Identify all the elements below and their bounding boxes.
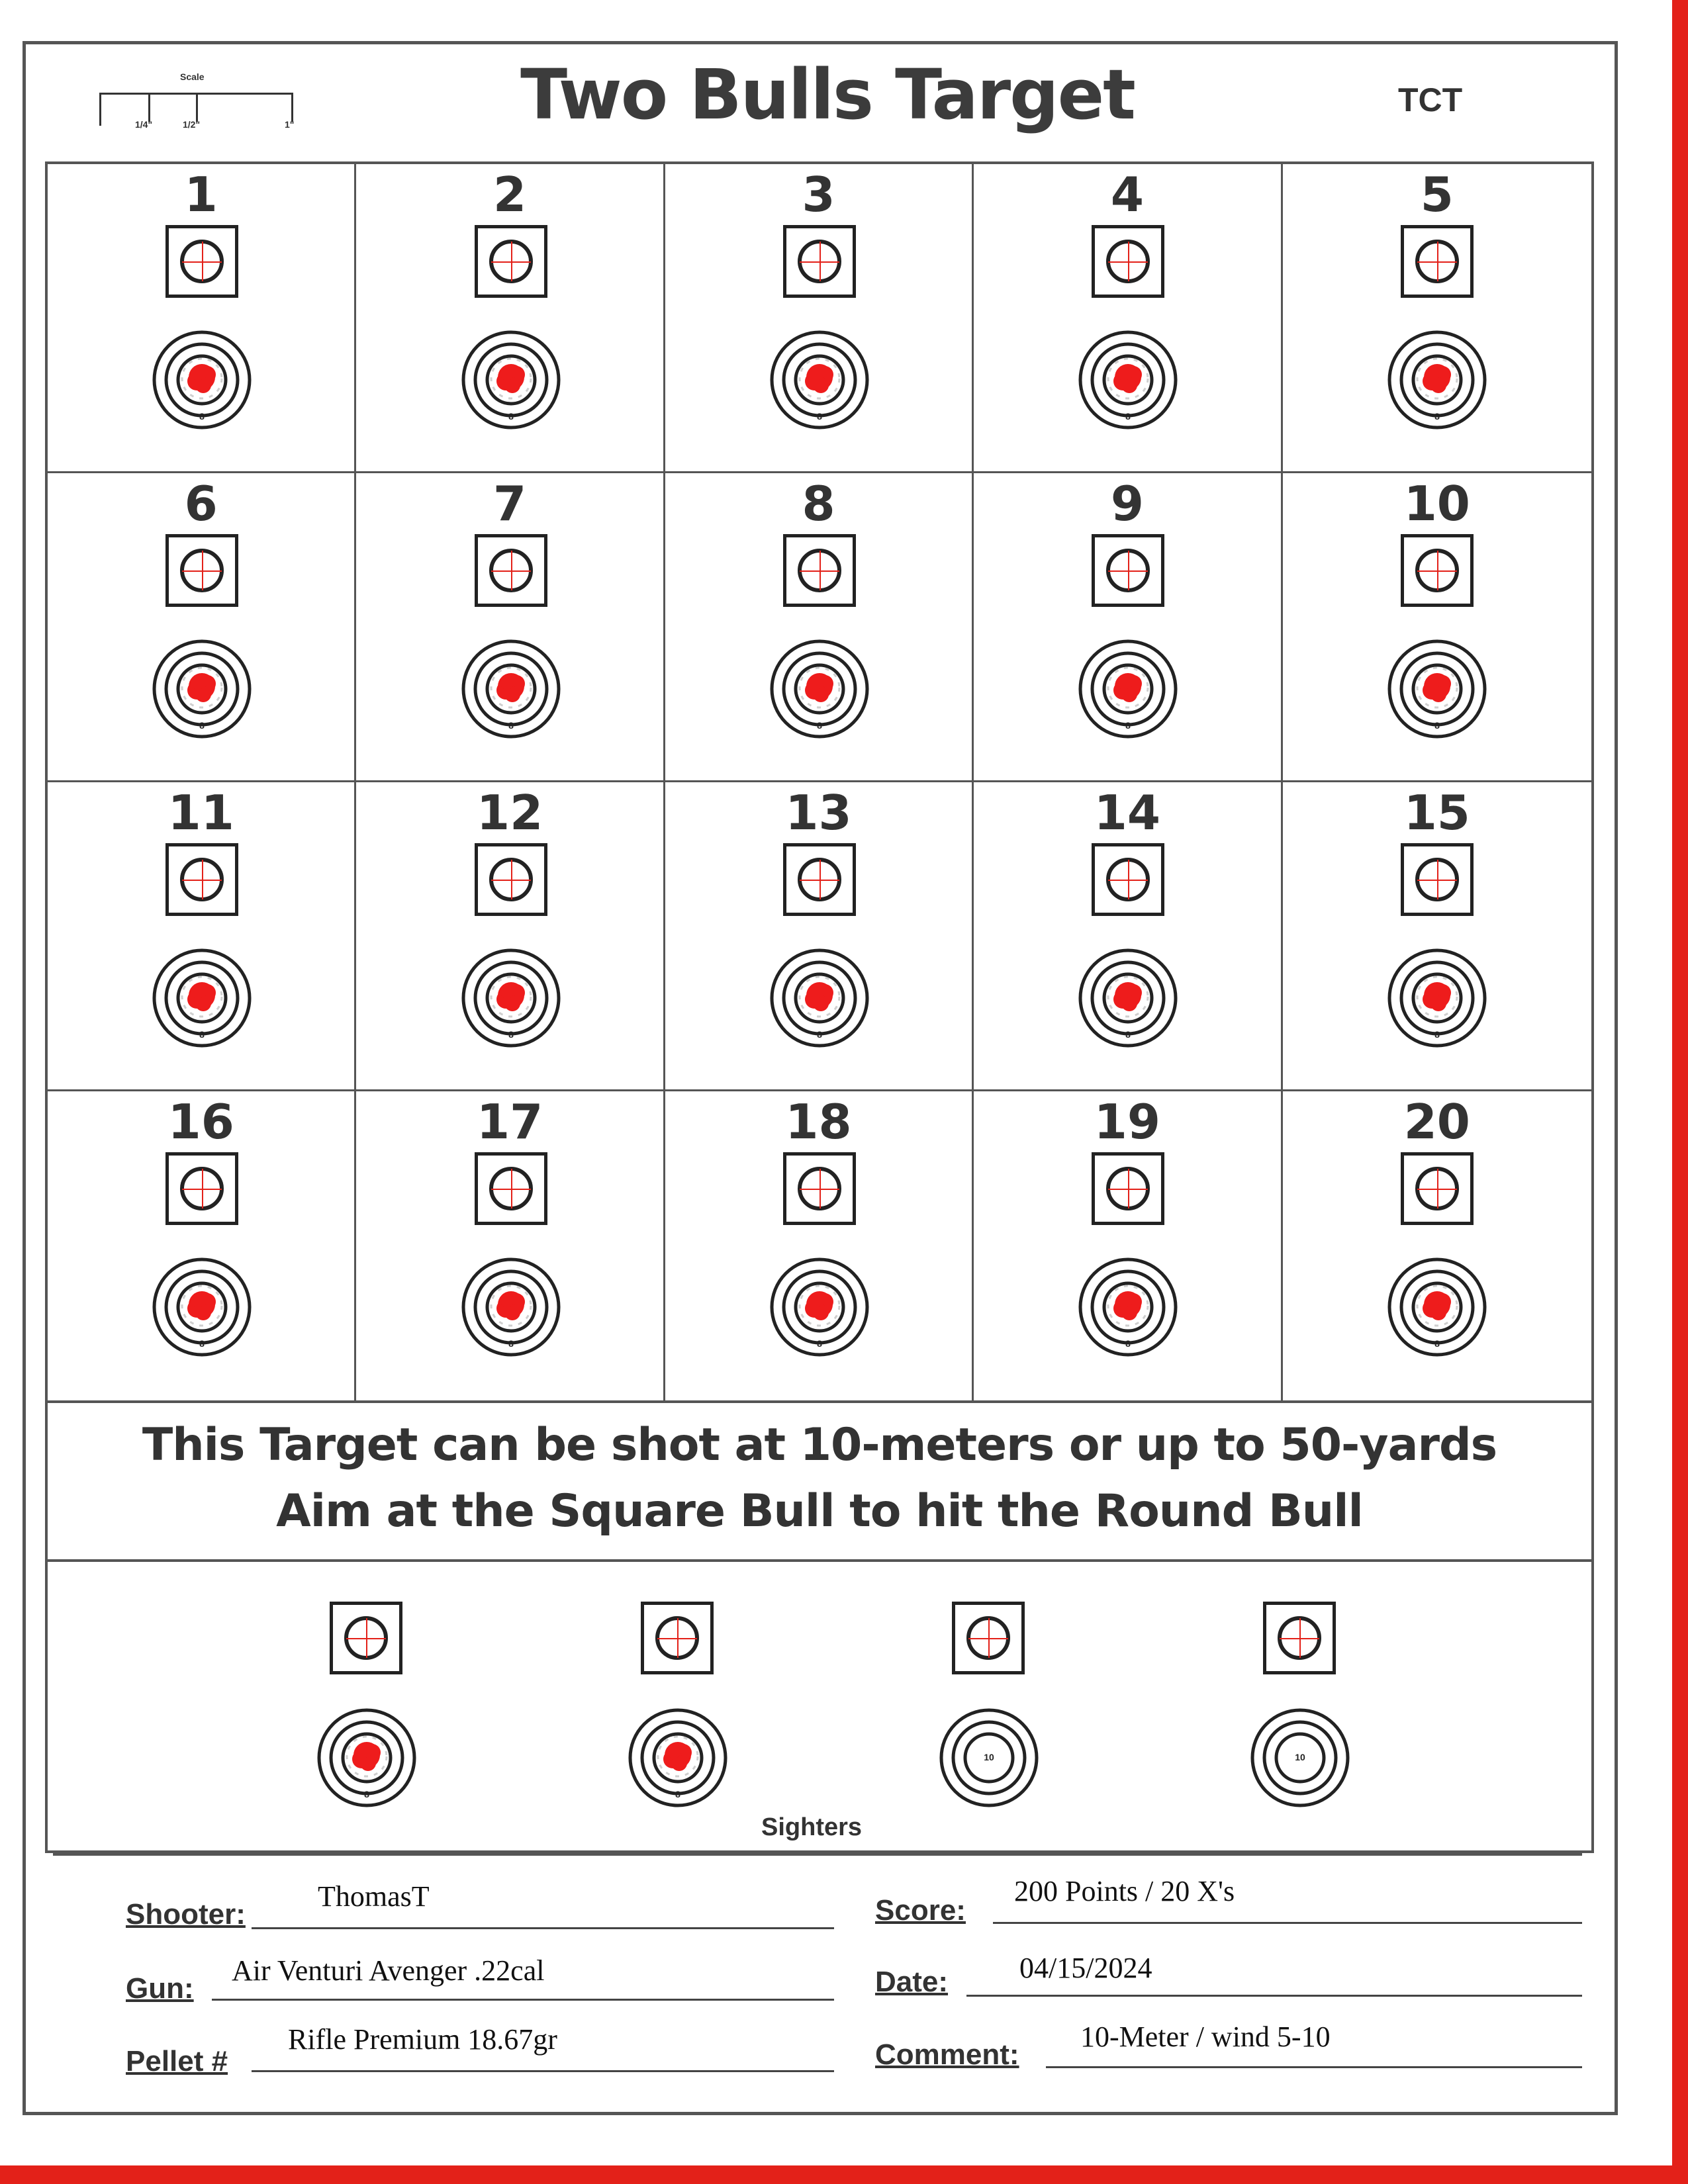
date-value: 04/15/2024 bbox=[1019, 1952, 1152, 1984]
svg-text:8: 8 bbox=[1434, 1338, 1440, 1349]
score-label: Score: bbox=[875, 1894, 966, 1927]
pellet-hole-cluster bbox=[182, 1286, 222, 1326]
target-cell bbox=[48, 164, 356, 473]
target-number: 11 bbox=[167, 785, 234, 841]
round-bull-target bbox=[1248, 1706, 1352, 1809]
svg-text:8: 8 bbox=[1434, 411, 1440, 422]
square-aim-bull bbox=[1092, 225, 1164, 298]
pellet-line bbox=[252, 2070, 834, 2072]
svg-text:10: 10 bbox=[1295, 1752, 1305, 1762]
square-aim-bull bbox=[475, 225, 547, 298]
paper-edge-bottom bbox=[0, 2165, 1688, 2184]
square-aim-bull bbox=[165, 225, 238, 298]
scale-mark-quarter: 1/4" bbox=[135, 119, 153, 130]
pellet-hole-cluster bbox=[1417, 359, 1457, 398]
svg-text:8: 8 bbox=[1125, 1029, 1131, 1040]
scale-title: Scale bbox=[180, 71, 205, 82]
target-number: 3 bbox=[802, 167, 835, 222]
square-aim-bull bbox=[1401, 534, 1474, 607]
svg-text:8: 8 bbox=[508, 720, 514, 731]
square-aim-bull bbox=[475, 843, 547, 916]
target-number: 13 bbox=[785, 785, 852, 841]
paper-edge-right bbox=[1672, 0, 1688, 2184]
target-cell bbox=[48, 473, 356, 782]
target-number: 6 bbox=[184, 476, 218, 531]
square-aim-bull bbox=[165, 1152, 238, 1225]
svg-text:8: 8 bbox=[817, 720, 822, 731]
pellet-hole-cluster bbox=[182, 668, 222, 707]
svg-text:8: 8 bbox=[1434, 1029, 1440, 1040]
target-cell bbox=[665, 164, 974, 473]
sighters-label: Sighters bbox=[761, 1813, 863, 1841]
square-aim-bull bbox=[783, 225, 856, 298]
pellet-hole-cluster bbox=[347, 1737, 387, 1776]
target-cell bbox=[974, 473, 1282, 782]
date-label: Date: bbox=[875, 1966, 949, 1998]
pellet-hole-cluster bbox=[1108, 1286, 1148, 1326]
target-cell bbox=[665, 1091, 974, 1400]
pellet-hole-cluster bbox=[1417, 977, 1457, 1017]
square-aim-bull bbox=[1401, 843, 1474, 916]
instructions-line-1: This Target can be shot at 10-meters or up to 50-yards bbox=[142, 1419, 1497, 1471]
target-cell bbox=[974, 164, 1282, 473]
comment-value: 10-Meter / wind 5-10 bbox=[1080, 2021, 1331, 2053]
round-bull-target-hit bbox=[315, 1706, 418, 1809]
gun-line bbox=[212, 1999, 834, 2001]
round-bull-target-hit bbox=[1385, 637, 1489, 741]
square-aim-bull bbox=[165, 843, 238, 916]
scale-mark-half: 1/2" bbox=[183, 119, 201, 130]
square-aim-bull bbox=[1401, 1152, 1474, 1225]
svg-text:8: 8 bbox=[1125, 1338, 1131, 1349]
round-bull-target-hit bbox=[768, 946, 871, 1050]
target-number: 1 bbox=[184, 167, 218, 222]
target-cell bbox=[48, 1091, 356, 1400]
svg-text:8: 8 bbox=[508, 1029, 514, 1040]
target-number: 12 bbox=[476, 785, 543, 841]
svg-text:8: 8 bbox=[364, 1789, 369, 1799]
svg-text:8: 8 bbox=[508, 1338, 514, 1349]
date-line bbox=[966, 1995, 1582, 1997]
round-bull-target-hit bbox=[150, 1255, 254, 1359]
square-aim-bull bbox=[330, 1602, 402, 1674]
target-cell bbox=[356, 1091, 665, 1400]
round-bull-target-hit bbox=[1385, 1255, 1489, 1359]
pellet-hole-cluster bbox=[800, 1286, 839, 1326]
svg-text:8: 8 bbox=[817, 411, 822, 422]
pellet-hole-cluster bbox=[182, 359, 222, 398]
square-aim-bull bbox=[783, 534, 856, 607]
score-value: 200 Points / 20 X's bbox=[1014, 1875, 1235, 1907]
round-bull-target-hit bbox=[459, 946, 563, 1050]
instructions-line-2: Aim at the Square Bull to hit the Round Bull bbox=[276, 1485, 1363, 1537]
page-title: Two Bulls Target bbox=[520, 54, 1135, 135]
instructions-box bbox=[45, 1403, 1594, 1562]
target-cell bbox=[665, 473, 974, 782]
svg-text:8: 8 bbox=[199, 1029, 205, 1040]
round-bull-target-hit bbox=[1076, 1255, 1180, 1359]
round-bull-target-hit bbox=[768, 1255, 871, 1359]
target-cell bbox=[356, 782, 665, 1091]
target-number: 15 bbox=[1403, 785, 1470, 841]
pellet-hole-cluster bbox=[658, 1737, 698, 1776]
score-line bbox=[993, 1922, 1582, 1924]
square-aim-bull bbox=[1092, 843, 1164, 916]
round-bull-target-hit bbox=[1076, 946, 1180, 1050]
target-number: 7 bbox=[493, 476, 527, 531]
target-number: 18 bbox=[785, 1094, 852, 1150]
svg-text:8: 8 bbox=[817, 1338, 822, 1349]
pellet-hole-cluster bbox=[1108, 977, 1148, 1017]
round-bull-target-hit bbox=[768, 637, 871, 741]
square-aim-bull bbox=[475, 1152, 547, 1225]
comment-label: Comment: bbox=[875, 2038, 1019, 2071]
scale-ruler bbox=[98, 70, 310, 130]
target-number: 19 bbox=[1094, 1094, 1160, 1150]
gun-value: Air Venturi Avenger .22cal bbox=[232, 1954, 545, 1987]
target-number: 20 bbox=[1403, 1094, 1470, 1150]
target-grid bbox=[45, 161, 1594, 1403]
pellet-hole-cluster bbox=[491, 668, 531, 707]
target-cell bbox=[356, 473, 665, 782]
target-cell bbox=[1283, 473, 1591, 782]
scale-mark-inch: 1" bbox=[285, 119, 295, 130]
target-number: 2 bbox=[493, 167, 527, 222]
target-cell bbox=[1283, 1091, 1591, 1400]
round-bull-target-hit bbox=[150, 328, 254, 432]
round-bull-target bbox=[937, 1706, 1041, 1809]
square-aim-bull bbox=[1092, 1152, 1164, 1225]
pellet-hole-cluster bbox=[1108, 668, 1148, 707]
comment-line bbox=[1046, 2066, 1582, 2068]
round-bull-target-hit bbox=[459, 328, 563, 432]
target-number: 9 bbox=[1110, 476, 1144, 531]
square-aim-bull bbox=[783, 843, 856, 916]
round-bull-target-hit bbox=[150, 946, 254, 1050]
target-cell bbox=[974, 1091, 1282, 1400]
target-cell bbox=[1283, 782, 1591, 1091]
square-aim-bull bbox=[1401, 225, 1474, 298]
target-cell bbox=[665, 782, 974, 1091]
pellet-hole-cluster bbox=[491, 359, 531, 398]
pellet-hole-cluster bbox=[800, 668, 839, 707]
round-bull-target-hit bbox=[1076, 637, 1180, 741]
pellet-hole-cluster bbox=[1417, 1286, 1457, 1326]
pellet-hole-cluster bbox=[491, 977, 531, 1017]
svg-text:8: 8 bbox=[199, 720, 205, 731]
target-number: 4 bbox=[1110, 167, 1144, 222]
shooter-info-form bbox=[53, 1853, 1582, 2094]
pellet-hole-cluster bbox=[491, 1286, 531, 1326]
sighters-box bbox=[45, 1562, 1594, 1853]
round-bull-target-hit bbox=[1385, 946, 1489, 1050]
target-cell bbox=[356, 164, 665, 473]
gun-label: Gun: bbox=[126, 1972, 194, 2005]
round-bull-target-hit bbox=[1385, 328, 1489, 432]
target-number: 16 bbox=[167, 1094, 234, 1150]
target-number: 5 bbox=[1420, 167, 1454, 222]
shooter-value: ThomasT bbox=[318, 1880, 430, 1913]
target-cell bbox=[48, 782, 356, 1091]
pellet-value: Rifle Premium 18.67gr bbox=[288, 2023, 557, 2056]
pellet-label: Pellet # bbox=[126, 2045, 228, 2077]
square-aim-bull bbox=[783, 1152, 856, 1225]
svg-text:8: 8 bbox=[199, 411, 205, 422]
square-aim-bull bbox=[952, 1602, 1025, 1674]
round-bull-target-hit bbox=[459, 1255, 563, 1359]
target-number: 17 bbox=[476, 1094, 543, 1150]
target-number: 10 bbox=[1403, 476, 1470, 531]
round-bull-target-hit bbox=[459, 637, 563, 741]
round-bull-target-hit bbox=[768, 328, 871, 432]
square-aim-bull bbox=[1263, 1602, 1336, 1674]
svg-text:8: 8 bbox=[675, 1789, 680, 1799]
target-number: 14 bbox=[1094, 785, 1160, 841]
svg-text:8: 8 bbox=[1125, 411, 1131, 422]
pellet-hole-cluster bbox=[800, 359, 839, 398]
shooter-line bbox=[252, 1927, 834, 1929]
target-cell bbox=[1283, 164, 1591, 473]
svg-text:8: 8 bbox=[1125, 720, 1131, 731]
square-aim-bull bbox=[641, 1602, 714, 1674]
svg-text:8: 8 bbox=[1434, 720, 1440, 731]
pellet-hole-cluster bbox=[182, 977, 222, 1017]
pellet-hole-cluster bbox=[800, 977, 839, 1017]
round-bull-target-hit bbox=[150, 637, 254, 741]
square-aim-bull bbox=[475, 534, 547, 607]
square-aim-bull bbox=[1092, 534, 1164, 607]
svg-text:10: 10 bbox=[984, 1752, 994, 1762]
square-aim-bull bbox=[165, 534, 238, 607]
target-cell bbox=[974, 782, 1282, 1091]
svg-text:8: 8 bbox=[199, 1338, 205, 1349]
pellet-hole-cluster bbox=[1417, 668, 1457, 707]
shooter-label: Shooter: bbox=[126, 1898, 246, 1931]
pellet-hole-cluster bbox=[1108, 359, 1148, 398]
target-number: 8 bbox=[802, 476, 835, 531]
brand-mark: TCT bbox=[1398, 81, 1463, 118]
svg-text:8: 8 bbox=[508, 411, 514, 422]
round-bull-target-hit bbox=[626, 1706, 729, 1809]
svg-text:8: 8 bbox=[817, 1029, 822, 1040]
round-bull-target-hit bbox=[1076, 328, 1180, 432]
